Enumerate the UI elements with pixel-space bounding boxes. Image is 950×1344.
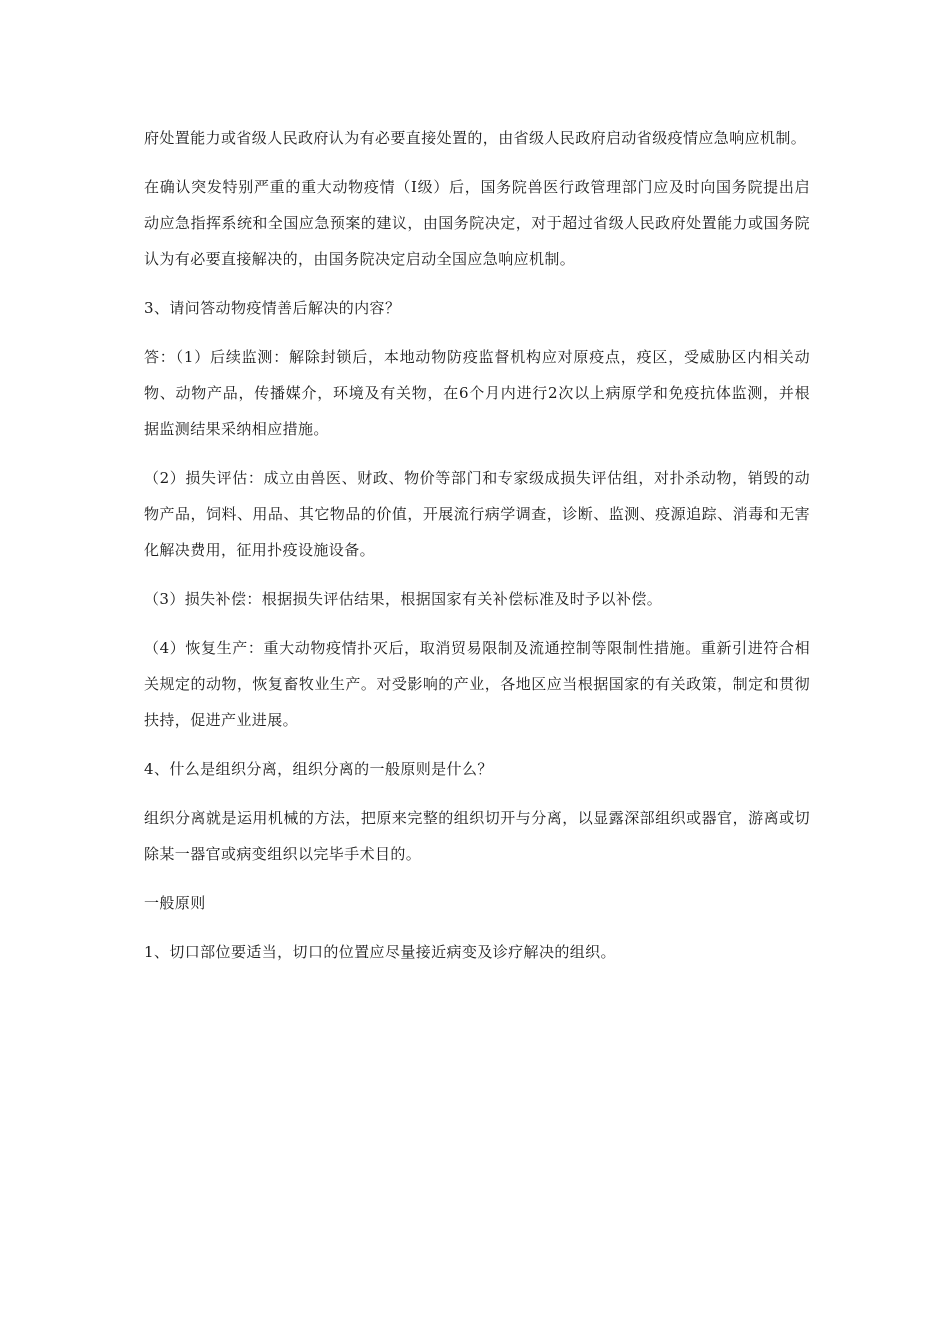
answer-resume-production: （4）恢复生产：重大动物疫情扑灭后，取消贸易限制及流通控制等限制性措施。重新引进符合相关规定的动物，恢复畜牧业生产。对受影响的产业，各地区应当根据国家的有关政策，制定和贯彻扶持，促进产业进展。 xyxy=(144,639,810,729)
question-3-heading: 3、请问答动物疫情善后解决的内容？ xyxy=(144,299,401,317)
principle-1-incision: 1、切口部位要适当，切口的位置应尽量接近病变及诊疗解决的组织。 xyxy=(144,943,616,961)
answer-follow-up-monitoring: 答：（1）后续监测：解除封锁后，本地动物防疫监督机构应对原疫点，疫区，受威胁区内相关动物、动物产品，传播媒介，环境及有关物，在6个月内进行2次以上病原学和免疫抗体监测，并根据监测结果采纳相应措施。 xyxy=(144,348,810,438)
paragraph-provincial-response-end: 府处置能力或省级人民政府认为有必要直接处置的，由省级人民政府启动省级疫情应急响应机制。 xyxy=(144,129,807,147)
question-4-heading: 4、什么是组织分离，组织分离的一般原则是什么？ xyxy=(144,760,493,778)
general-principles-heading: 一般原则 xyxy=(144,894,206,912)
answer-loss-compensation: （3）损失补偿：根据损失评估结果，根据国家有关补偿标准及时予以补偿。 xyxy=(144,590,663,608)
document-body xyxy=(144,120,810,983)
tissue-separation-definition: 组织分离就是运用机械的方法，把原来完整的组织切开与分离，以显露深部组织或器官，游离或切除某一器官或病变组织以完毕手术目的。 xyxy=(144,809,810,863)
answer-loss-assessment: （2）损失评估：成立由兽医、财政、物价等部门和专家级成损失评估组，对扑杀动物，销毁的动物产品，饲料、用品、其它物品的价值，开展流行病学调查，诊断、监测、疫源追踪、消毒和无害化解决费用，征用扑疫设施设备。 xyxy=(144,469,810,559)
paragraph-national-response: 在确认突发特别严重的重大动物疫情（Ⅰ级）后，国务院兽医行政管理部门应及时向国务院提出启动应急指挥系统和全国应急预案的建议，由国务院决定，对于超过省级人民政府处置能力或国务院认为有必要直接解决的，由国务院决定启动全国应急响应机制。 xyxy=(144,178,810,268)
